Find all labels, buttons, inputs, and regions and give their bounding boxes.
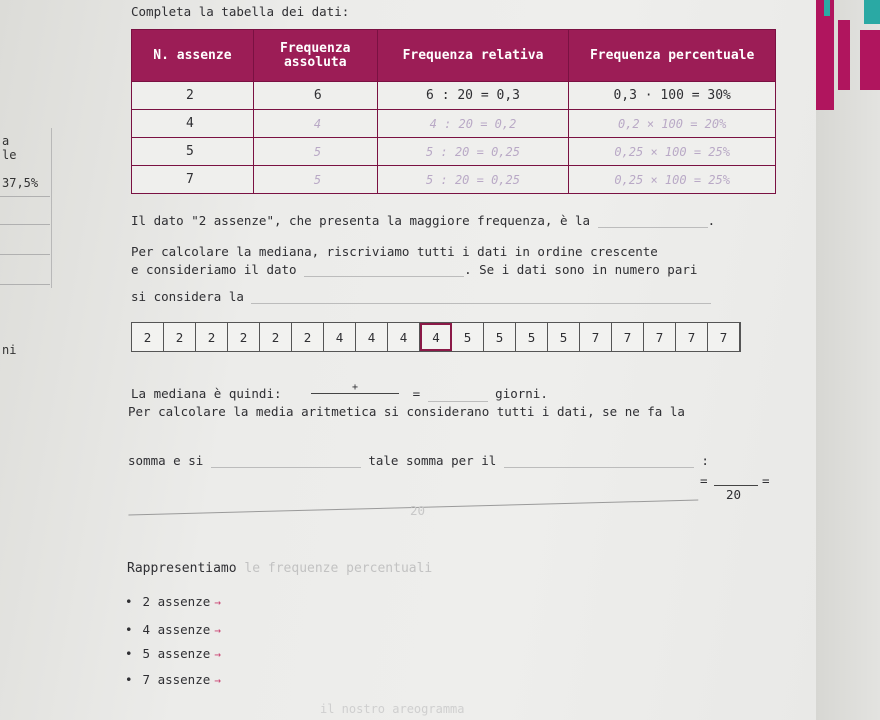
sequence-cell: 7 [644, 323, 676, 351]
media-eq-2: = [762, 473, 770, 488]
cell-perc: 0,3 · 100 = 30% [569, 82, 776, 110]
margin-rule [0, 284, 50, 285]
cell-n: 4 [132, 110, 254, 138]
sequence-cell: 7 [612, 323, 644, 351]
sequence-cell: 4 [388, 323, 420, 351]
cell-rel[interactable]: 5 : 20 = 0,25 [377, 138, 569, 166]
moda-sentence: Il dato "2 assenze", che presenta la maggiore frequenza, è la . [131, 213, 716, 228]
media-colon: : [701, 453, 709, 468]
media-denominator: 20 [726, 487, 742, 502]
mediana-fraction-numerator[interactable]: + [311, 382, 399, 394]
sequence-cell: 5 [516, 323, 548, 351]
cell-abs[interactable]: 4 [253, 110, 377, 138]
item-label: 7 assenze [142, 672, 211, 687]
cell-perc[interactable]: 0,25 × 100 = 25% [569, 166, 776, 194]
table-row [132, 138, 776, 166]
cell-abs[interactable]: 5 [253, 166, 377, 194]
left-margin-column [0, 128, 52, 288]
mediana-dato-blank[interactable] [304, 263, 464, 277]
deco-block [824, 0, 830, 16]
mediana-line-2-start: e consideriamo il dato [131, 262, 297, 277]
media-line-2 [128, 453, 709, 468]
deco-block [816, 0, 834, 110]
media-eq-1: = [700, 473, 708, 488]
frequency-table [131, 29, 776, 194]
sequence-cell: 4 [420, 323, 452, 351]
list-item [125, 672, 221, 687]
sequence-cell: 7 [580, 323, 612, 351]
arrow-right-icon: → [214, 648, 221, 661]
media-count-blank[interactable] [504, 454, 694, 468]
sequence-cell: 2 [228, 323, 260, 351]
list-item [125, 594, 221, 609]
mediana-line-2 [131, 262, 697, 277]
margin-text-1: a [2, 134, 10, 148]
moda-answer-blank[interactable] [598, 214, 708, 228]
margin-text-2: le [2, 148, 17, 162]
mediana-line-3 [131, 289, 711, 304]
sequence-cell: 2 [164, 323, 196, 351]
deco-block [860, 30, 880, 90]
sequence-cell: 5 [484, 323, 516, 351]
ordered-data-sequence [131, 322, 741, 352]
mediana-result-line [131, 382, 548, 402]
moda-text: Il dato "2 assenze", che presenta la maggiore frequenza, è la [131, 213, 591, 228]
sequence-cell: 2 [196, 323, 228, 351]
media-line-2-mid: tale somma per il [368, 453, 497, 468]
item-label: 4 assenze [142, 622, 211, 637]
rappresentiamo-text: Rappresentiamo [127, 561, 237, 576]
table-row [132, 110, 776, 138]
mediana-line-1: Per calcolare la mediana, riscriviamo tutti i dati in ordine crescente [131, 244, 658, 259]
mediana-rule-blank[interactable] [251, 290, 711, 304]
sequence-cell: 4 [356, 323, 388, 351]
table-header-row [132, 30, 776, 82]
header-n-assenze: N. assenze [132, 30, 254, 82]
table-row [132, 82, 776, 110]
header-frequenza-percentuale: Frequenza percentuale [569, 30, 776, 82]
margin-text-3: 37,5% [2, 176, 39, 190]
sequence-cell: 2 [260, 323, 292, 351]
cell-abs[interactable]: 5 [253, 138, 377, 166]
mediana-result-label: La mediana è quindi: [131, 386, 282, 401]
deco-block [864, 0, 880, 24]
cell-n: 7 [132, 166, 254, 194]
mediana-line-2-end: . Se i dati sono in numero pari [464, 262, 698, 277]
rappresentiamo-heading [127, 561, 432, 576]
sequence-cell: 5 [452, 323, 484, 351]
cell-n: 5 [132, 138, 254, 166]
list-item [125, 622, 221, 637]
media-numerator-blank[interactable] [714, 468, 758, 486]
mediana-equals: = [412, 386, 421, 401]
mediana-unit: giorni. [495, 386, 548, 401]
arrow-right-icon: → [214, 596, 221, 609]
arrow-right-icon: → [214, 674, 221, 687]
cell-perc[interactable]: 0,2 × 100 = 20% [569, 110, 776, 138]
media-line-1: Per calcolare la media aritmetica si considerano tutti i dati, se ne fa la [128, 404, 685, 419]
arrow-right-icon: → [214, 624, 221, 637]
sequence-cell: 7 [708, 323, 740, 351]
sequence-cell: 7 [676, 323, 708, 351]
media-divide-blank[interactable] [211, 454, 361, 468]
mediana-answer-blank[interactable] [428, 388, 488, 402]
footer-faint-text: il nostro areogramma [320, 702, 465, 716]
media-hint: 20 [410, 503, 426, 518]
sequence-cell: 4 [324, 323, 356, 351]
cell-rel: 6 : 20 = 0,3 [377, 82, 569, 110]
sequence-cell: 2 [132, 323, 164, 351]
header-frequenza-relativa: Frequenza relativa [377, 30, 569, 82]
cell-rel[interactable]: 5 : 20 = 0,25 [377, 166, 569, 194]
media-line-2-start: somma e si [128, 453, 204, 468]
margin-rule [0, 196, 50, 197]
margin-text-4: ni [2, 343, 17, 357]
header-frequenza-assoluta: Frequenza assoluta [253, 30, 377, 82]
deco-block [838, 20, 850, 90]
cell-n: 2 [132, 82, 254, 110]
table-row [132, 166, 776, 194]
item-label: 5 assenze [142, 646, 211, 661]
right-edge-decoration [816, 0, 880, 720]
cell-perc[interactable]: 0,25 × 100 = 25% [569, 138, 776, 166]
sequence-cell: 2 [292, 323, 324, 351]
mediana-line-3-text: si considera la [131, 289, 244, 304]
rappresentiamo-faint: le frequenze percentuali [244, 561, 433, 576]
list-item [125, 646, 221, 661]
margin-rule [0, 254, 50, 255]
exercise-title: Completa la tabella dei dati: [131, 4, 350, 19]
cell-abs: 6 [253, 82, 377, 110]
item-label: 2 assenze [142, 594, 211, 609]
cell-rel[interactable]: 4 : 20 = 0,2 [377, 110, 569, 138]
margin-rule [0, 224, 50, 225]
sequence-cell: 5 [548, 323, 580, 351]
